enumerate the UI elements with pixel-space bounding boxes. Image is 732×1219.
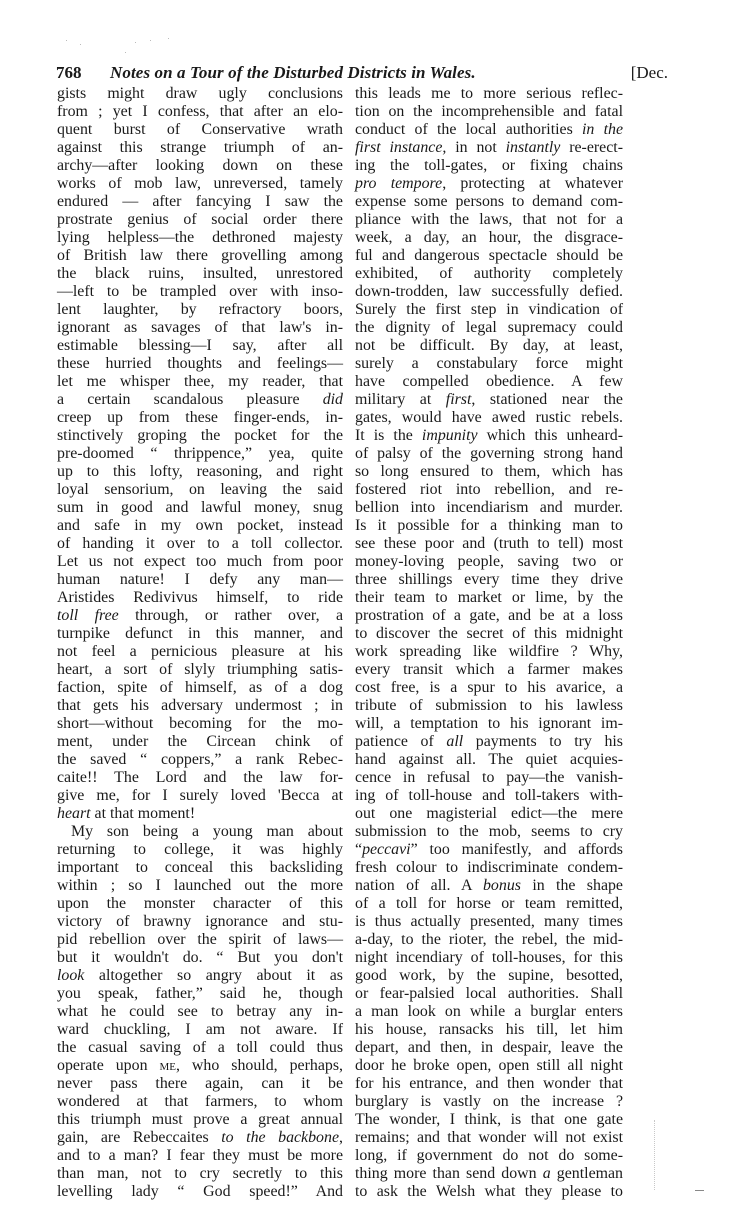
text-run: to discover the secret of this midnight — [355, 625, 623, 642]
text-run: work spreading like wildfire ? Why, — [355, 643, 623, 660]
text-line — [57, 1003, 343, 1021]
text-line — [355, 445, 623, 463]
text-line — [355, 715, 623, 733]
italic-text: all — [446, 733, 464, 750]
text-run: the black ruins, insulted, unrestored — [57, 265, 343, 282]
italic-text: look — [57, 967, 85, 984]
text-line — [355, 949, 623, 967]
text-run: have compelled obedience. A few — [355, 373, 623, 390]
text-line — [355, 157, 623, 175]
text-line — [57, 589, 343, 607]
text-line — [355, 175, 623, 193]
text-line — [57, 103, 343, 121]
right-column — [355, 85, 623, 1201]
text-line — [355, 265, 623, 283]
text-run: within ; so I launched out the more — [57, 877, 343, 894]
text-line — [57, 859, 343, 877]
text-run: It is the — [355, 427, 422, 444]
text-line — [355, 409, 623, 427]
text-line — [57, 841, 343, 859]
text-line — [355, 1075, 623, 1093]
text-line — [355, 913, 623, 931]
text-run: pre-doomed “ thrippence,” yea, quite — [57, 445, 343, 462]
text-run: works of mob law, unreversed, tamely — [57, 175, 343, 192]
text-run: altogether so angry about it as — [84, 967, 343, 984]
text-run: this leads me to more serious reflec- — [355, 85, 623, 102]
text-line — [57, 949, 343, 967]
text-run: good work, by the supine, besotted, — [355, 967, 623, 984]
text-run: in the shape — [520, 877, 623, 894]
text-line — [355, 571, 623, 589]
text-run: conduct of the local authorities — [355, 121, 582, 138]
text-run: fostered riot into rebellion, and re- — [355, 481, 623, 498]
text-run: bellion into incendiarism and murder. — [355, 499, 623, 516]
text-line — [355, 1093, 623, 1111]
text-line — [57, 1129, 343, 1147]
text-line — [57, 715, 343, 733]
text-run: nation of all. A — [355, 877, 483, 894]
text-run: submission to the mob, seems to cry — [355, 823, 623, 840]
text-run: money-loving people, saving two or — [355, 553, 623, 570]
text-run: hand against all. The quiet acquies- — [355, 751, 623, 768]
text-run: My son being a young man about — [71, 823, 343, 840]
text-line — [57, 193, 343, 211]
text-run: , who should, perhaps, — [175, 1057, 343, 1074]
text-run: ” too manifestly, and affords — [410, 841, 623, 858]
text-run: The wonder, I think, is that one gate — [355, 1111, 623, 1128]
text-run: thing more than send down — [355, 1165, 543, 1182]
italic-text: impunity — [421, 427, 478, 444]
text-line — [355, 751, 623, 769]
text-line — [355, 823, 623, 841]
text-line — [355, 355, 623, 373]
italic-text: bonus — [482, 877, 521, 894]
text-run: archy—after looking down on these — [57, 157, 343, 174]
text-run: burglary is vastly on the increase ? — [355, 1093, 623, 1110]
italic-text: a — [542, 1165, 551, 1182]
text-line — [355, 427, 623, 445]
text-run: gentleman — [550, 1165, 623, 1182]
text-line — [57, 373, 343, 391]
text-run: will, a temptation to his ignorant im- — [355, 715, 623, 732]
text-line — [355, 247, 623, 265]
text-line — [57, 985, 343, 1003]
text-line — [57, 391, 343, 409]
text-line — [57, 175, 343, 193]
text-line — [355, 859, 623, 877]
text-run: but it wouldn't do. “ But you don't — [57, 949, 343, 966]
text-line — [355, 589, 623, 607]
text-line — [57, 139, 343, 157]
italic-text: pro tempore — [355, 175, 443, 192]
text-run: and to a man? I fear they must be more — [57, 1147, 343, 1164]
left-column — [57, 85, 343, 1201]
text-run: door he broke open, open still all night — [355, 1057, 623, 1074]
page-header — [56, 63, 668, 83]
text-run: victory of brawny ignorance and stu- — [57, 913, 343, 930]
text-line — [57, 1183, 343, 1201]
text-run: stinctively groping the pocket for the — [57, 427, 343, 444]
text-run: turnpike defunct in this manner, and — [57, 625, 343, 642]
text-line — [57, 1021, 343, 1039]
text-line — [57, 553, 343, 571]
text-run: against this strange triumph of an- — [57, 139, 343, 156]
text-run: pid rebellion over the spirit of laws— — [57, 931, 343, 948]
text-line — [355, 85, 623, 103]
text-run: Is it possible for a thinking man to — [355, 517, 623, 534]
text-line — [57, 787, 343, 805]
text-line — [57, 301, 343, 319]
text-run: upon the monster character of this — [57, 895, 343, 912]
text-run: a man look on while a burglar enters — [355, 1003, 623, 1020]
text-run: faction, spite of himself, as of a dog — [57, 679, 343, 696]
text-run: or fear-palsied local authorities. Shall — [355, 985, 623, 1002]
text-line — [355, 535, 623, 553]
paper-speck — [80, 44, 81, 45]
text-line — [355, 211, 623, 229]
text-run: estimable blessing—I say, after all — [57, 337, 343, 354]
text-line — [57, 1165, 343, 1183]
text-line — [57, 229, 343, 247]
text-run: ing of toll-house and toll-takers with- — [355, 787, 623, 804]
margin-mark — [695, 1190, 704, 1191]
text-run: —left to be trampled over with inso- — [57, 283, 343, 300]
text-run: of a toll for horse or team remitted, — [355, 895, 623, 912]
text-run: ment, under the Circean chink of — [57, 733, 343, 750]
text-line — [355, 625, 623, 643]
text-line — [57, 1039, 343, 1057]
text-line — [355, 769, 623, 787]
text-run: the casual saving of a toll could thus — [57, 1039, 343, 1056]
text-line — [57, 157, 343, 175]
text-line — [355, 1129, 623, 1147]
paper-speck — [125, 52, 126, 53]
text-line — [355, 841, 623, 859]
italic-text: first — [445, 391, 472, 408]
text-run: remains; and that wonder will not exist — [355, 1129, 623, 1146]
text-run: expense some persons to demand com- — [355, 193, 623, 210]
text-run: wondered at that farmers, to whom — [57, 1093, 343, 1110]
text-run: tion on the incomprehensible and fatal — [355, 103, 623, 120]
text-run: creep up from these finger-ends, in- — [57, 409, 343, 426]
text-run: these hurried thoughts and feelings— — [57, 355, 343, 372]
text-run: exhibited, of authority completely — [355, 265, 623, 282]
text-run: sum in good and lawful money, snug — [57, 499, 343, 516]
text-run: lent laughter, by refractory boors, — [57, 301, 343, 318]
text-line — [355, 319, 623, 337]
text-run: at that moment! — [90, 805, 196, 822]
text-run: so long ensured to them, which has — [355, 463, 623, 480]
text-line — [57, 427, 343, 445]
text-run: operate upon — [57, 1057, 160, 1074]
text-line — [57, 805, 343, 823]
text-run: than man, not to cry secretly to this — [57, 1165, 343, 1182]
text-run: payments to try his — [463, 733, 623, 750]
italic-text: first instance, — [355, 139, 447, 156]
text-line — [57, 661, 343, 679]
text-line — [355, 877, 623, 895]
text-run: re-erect- — [560, 139, 623, 156]
text-run: of palsy of the governing strong hand — [355, 445, 623, 462]
text-line — [355, 607, 623, 625]
text-run: long, if government do not do some- — [355, 1147, 623, 1164]
text-line — [355, 1003, 623, 1021]
italic-text: heart — [57, 805, 91, 822]
text-line — [355, 733, 623, 751]
text-run: military at — [355, 391, 446, 408]
text-line — [355, 931, 623, 949]
paper-speck — [168, 38, 169, 39]
text-line — [57, 895, 343, 913]
text-run: quent burst of Conservative wrath — [57, 121, 343, 138]
text-run: night incendiary of toll-houses, for this — [355, 949, 623, 966]
text-run: levelling lady “ God speed!” And — [57, 1183, 343, 1200]
text-line — [355, 661, 623, 679]
text-line — [57, 607, 343, 625]
text-run: pliance with the laws, that not for a — [355, 211, 623, 228]
text-line — [57, 337, 343, 355]
italic-text: to the backbone — [221, 1129, 340, 1146]
text-run: lying helpless—the dethroned majesty — [57, 229, 343, 246]
text-run: gates, would have awed rustic rebels. — [355, 409, 623, 426]
text-run: not feel a pernicious pleasure at his — [57, 643, 343, 660]
text-run: Aristides Redivivus himself, to ride — [57, 589, 343, 606]
italic-text: peccavi — [362, 841, 411, 858]
text-run: endured — after fancying I saw the — [57, 193, 343, 210]
text-run: short—without becoming for the mo- — [57, 715, 343, 732]
text-line — [355, 1147, 623, 1165]
text-line — [57, 355, 343, 373]
text-run: which this unheard- — [477, 427, 624, 444]
text-run: out one magisterial edict—the mere — [355, 805, 623, 822]
text-run: his house, ransacks his till, let him — [355, 1021, 623, 1038]
text-line — [355, 193, 623, 211]
text-run: Surely the first step in vindication of — [355, 301, 623, 318]
text-line — [355, 553, 623, 571]
text-run: three shillings every time they drive — [355, 571, 623, 588]
text-line — [355, 337, 623, 355]
text-line — [355, 139, 623, 157]
text-line — [355, 391, 623, 409]
paper-speck — [66, 40, 67, 41]
text-line — [57, 517, 343, 535]
text-line — [355, 1183, 623, 1201]
text-line — [355, 1039, 623, 1057]
text-run: human nature! I defy any man— — [57, 571, 343, 588]
text-run: tribute of submission to his lawless — [355, 697, 623, 714]
text-run: “ — [355, 841, 363, 858]
text-run: fresh colour to indiscriminate condem- — [355, 859, 623, 876]
text-run: Let us not expect too much from poor — [57, 553, 343, 570]
text-line — [355, 697, 623, 715]
paper-speck — [150, 40, 151, 41]
text-run: never pass there again, can it be — [57, 1075, 343, 1092]
text-line — [57, 769, 343, 787]
text-run: week, a day, an hour, the disgrace- — [355, 229, 623, 246]
text-line — [57, 283, 343, 301]
text-line — [57, 967, 343, 985]
text-run: up to this lofty, reasoning, and right — [57, 463, 343, 480]
text-run: cost free, is a spur to his avarice, a — [355, 679, 623, 696]
text-line — [57, 409, 343, 427]
text-run: prostrate genius of social order there — [57, 211, 343, 228]
text-line — [57, 913, 343, 931]
text-line — [57, 1075, 343, 1093]
text-line — [57, 211, 343, 229]
small-caps-text: me — [159, 1057, 176, 1074]
text-run: ward chuckling, I am not aware. If — [57, 1021, 343, 1038]
text-line — [355, 895, 623, 913]
text-run: heart, a sort of slyly triumphing satis- — [57, 661, 343, 678]
text-line — [355, 229, 623, 247]
text-run: ing the toll-gates, or fixing chains — [355, 157, 623, 174]
text-run: not be difficult. By day, at least, — [355, 337, 623, 354]
text-run: , protecting at whatever — [442, 175, 623, 192]
text-line — [355, 787, 623, 805]
text-line — [355, 517, 623, 535]
text-run: is thus actually presented, many times — [355, 913, 623, 930]
text-run: in not — [446, 139, 506, 156]
text-run: every transit which a farmer makes — [355, 661, 623, 678]
text-line — [355, 301, 623, 319]
text-line — [355, 805, 623, 823]
text-line — [57, 85, 343, 103]
text-line — [57, 733, 343, 751]
text-line — [355, 1165, 623, 1183]
text-line — [355, 643, 623, 661]
text-run: to ask the Welsh what they please to — [355, 1183, 623, 1200]
text-run: down-trodden, law successfully defied. — [355, 283, 623, 300]
text-line — [57, 751, 343, 769]
text-run: important to conceal this backsliding — [57, 859, 343, 876]
text-line — [355, 1057, 623, 1075]
text-run: cence in refusal to pay—the vanish- — [355, 769, 623, 786]
text-run: , — [339, 1129, 343, 1146]
text-run: for his entrance, and then wonder that — [355, 1075, 623, 1092]
text-line — [355, 1111, 623, 1129]
text-line — [57, 481, 343, 499]
text-run: returning to college, it was highly — [57, 841, 343, 858]
italic-text: instantly — [505, 139, 561, 156]
paper-speck — [135, 42, 136, 43]
text-line — [57, 625, 343, 643]
text-run: see these poor and (truth to tell) most — [355, 535, 623, 552]
text-line — [57, 445, 343, 463]
text-run: of handing it over to a toll collector. — [57, 535, 343, 552]
text-line — [57, 319, 343, 337]
text-line — [355, 679, 623, 697]
text-run: a-day, to the rioter, the rebel, the mid- — [355, 931, 623, 948]
text-run: this triumph must prove a great annual — [57, 1111, 343, 1128]
text-line — [355, 121, 623, 139]
text-run: patience of — [355, 733, 447, 750]
text-line — [355, 373, 623, 391]
text-run: a certain scandalous pleasure — [57, 391, 323, 408]
text-line — [57, 121, 343, 139]
text-line — [57, 247, 343, 265]
text-run: surely a constabulary force might — [355, 355, 623, 372]
text-line — [57, 499, 343, 517]
text-line — [57, 643, 343, 661]
text-run: caite!! The Lord and the law for- — [57, 769, 343, 786]
text-run: that gets his adversary undermost ; in — [57, 697, 343, 714]
text-run: loyal sensorium, on leaving the said — [57, 481, 343, 498]
text-run: from ; yet I confess, that after an elo- — [57, 103, 343, 120]
text-line — [57, 571, 343, 589]
text-run: depart, and then, in despair, leave the — [355, 1039, 623, 1056]
text-line — [57, 931, 343, 949]
text-line — [57, 265, 343, 283]
text-line — [57, 1057, 343, 1075]
text-run: prostration of a gate, and be at a loss — [355, 607, 623, 624]
text-line — [57, 877, 343, 895]
text-run: the saved “ coppers,” a rank Rebec- — [57, 751, 343, 768]
text-line — [57, 679, 343, 697]
text-line — [57, 823, 343, 841]
text-line — [57, 535, 343, 553]
text-line — [57, 1111, 343, 1129]
page-number: 768 — [56, 63, 82, 82]
text-run: you speak, father,” said he, though — [57, 985, 343, 1002]
text-line — [355, 463, 623, 481]
text-line — [355, 967, 623, 985]
text-run: gists might draw ugly conclusions — [57, 85, 343, 102]
text-line — [355, 103, 623, 121]
text-run: through, or rather over, a — [118, 607, 343, 624]
text-run: gain, are Rebeccaites — [57, 1129, 222, 1146]
text-run: and safe in my own pocket, instead — [57, 517, 343, 534]
text-run: what he could see to betray any in- — [57, 1003, 343, 1020]
text-run: , stationed near the — [471, 391, 623, 408]
text-line — [355, 499, 623, 517]
italic-text: toll free — [57, 607, 119, 624]
text-line — [57, 1093, 343, 1111]
text-line — [355, 283, 623, 301]
text-run: of British law there grovelling among — [57, 247, 343, 264]
text-run: ful and dangerous spectacle should be — [355, 247, 623, 264]
running-title: Notes on a Tour of the Disturbed Districts in Wales. — [110, 63, 476, 82]
italic-text: did — [322, 391, 343, 408]
text-run: the dignity of legal supremacy could — [355, 319, 623, 336]
text-line — [355, 985, 623, 1003]
text-run: give me, for I surely loved 'Becca at — [57, 787, 343, 804]
section-mark: [Dec. — [630, 63, 668, 82]
text-line — [57, 463, 343, 481]
text-line — [355, 481, 623, 499]
text-line — [57, 697, 343, 715]
text-run: let me whisper thee, my reader, that — [57, 373, 343, 390]
text-run: their team to market or lime, by the — [355, 589, 623, 606]
text-line — [355, 1021, 623, 1039]
text-run: ignorant as savages of that law's in- — [57, 319, 343, 336]
italic-text: in the — [582, 121, 623, 138]
margin-mark — [654, 1120, 656, 1190]
text-line — [57, 1147, 343, 1165]
